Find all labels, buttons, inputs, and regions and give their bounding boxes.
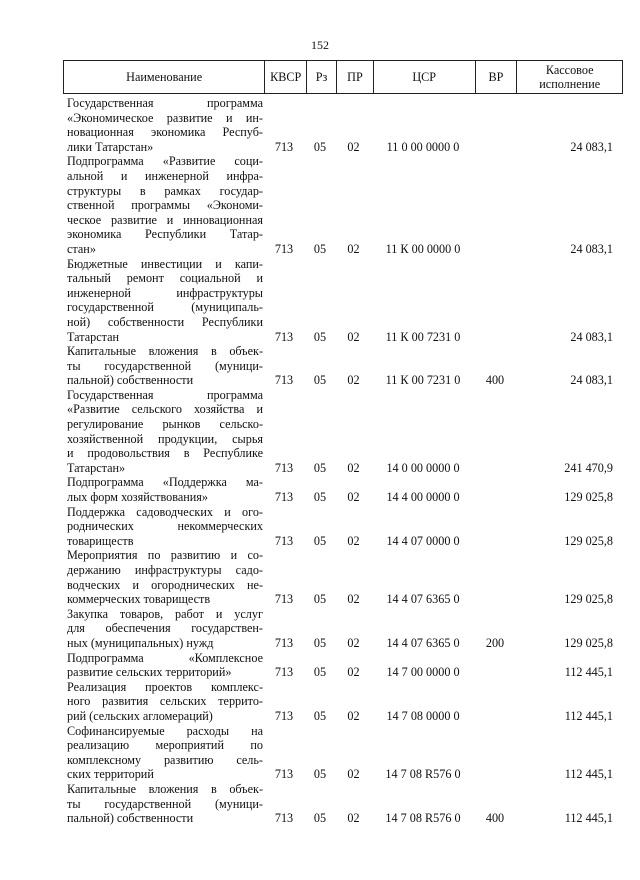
row-pr: 02 bbox=[347, 460, 360, 475]
row-sum: 24 083,1 bbox=[570, 329, 613, 344]
row-csr: 14 7 00 0000 0 bbox=[386, 665, 460, 680]
row-name bbox=[63, 680, 263, 724]
header-sum-line1: Кассовое bbox=[545, 63, 594, 77]
row-name-line: новационная экономика Респуб- bbox=[67, 125, 263, 140]
row-pr: 02 bbox=[347, 708, 360, 723]
row-kvsr: 713 bbox=[274, 708, 294, 723]
row-name-line: товариществ bbox=[67, 533, 134, 548]
row-name-line: ных (муниципальных) нужд bbox=[67, 635, 214, 650]
row-name bbox=[63, 344, 263, 388]
table-row bbox=[63, 680, 623, 724]
row-pr: 02 bbox=[347, 373, 360, 388]
row-name-line: лых форм хозяйствования» bbox=[67, 490, 208, 505]
row-kvsr: 713 bbox=[274, 811, 294, 826]
table-row bbox=[63, 651, 623, 680]
row-sum: 112 445,1 bbox=[564, 811, 613, 826]
row-name bbox=[63, 724, 263, 782]
row-pr: 02 bbox=[347, 241, 360, 256]
row-rz: 05 bbox=[313, 665, 327, 680]
row-csr: 14 7 08 R576 0 bbox=[385, 767, 461, 782]
row-name-line: Татарстан bbox=[67, 329, 120, 344]
row-name-line: Реализация проектов комплекс- bbox=[67, 679, 263, 694]
row-kvsr: 713 bbox=[274, 665, 294, 680]
row-sum: 24 083,1 bbox=[570, 373, 613, 388]
row-name-line: «Развитие сельского хозяйства и bbox=[67, 402, 263, 417]
row-csr: 14 7 08 R576 0 bbox=[385, 811, 461, 826]
row-sum: 129 025,8 bbox=[564, 490, 613, 505]
row-name bbox=[63, 651, 263, 680]
row-pr: 02 bbox=[347, 767, 360, 782]
row-name-line: коммерческих товариществ bbox=[67, 592, 211, 607]
row-name-line: реализацию мероприятий по bbox=[67, 738, 263, 753]
row-name-line: Государственная программа bbox=[67, 387, 263, 402]
row-name-line: ческое развитие и инновационная bbox=[67, 212, 263, 227]
header-kvsr: КВСР bbox=[265, 61, 307, 93]
row-pr: 02 bbox=[347, 635, 360, 650]
row-name-line: комплексному развитию сель- bbox=[67, 752, 263, 767]
row-kvsr: 713 bbox=[274, 241, 294, 256]
row-rz: 05 bbox=[313, 241, 327, 256]
table-row bbox=[63, 782, 623, 826]
row-name bbox=[63, 475, 263, 504]
row-name-line: лики Татарстан» bbox=[67, 139, 154, 154]
row-csr: 14 4 00 0000 0 bbox=[386, 490, 460, 505]
row-rz: 05 bbox=[313, 460, 327, 475]
row-kvsr: 713 bbox=[274, 329, 294, 344]
table-row bbox=[63, 548, 623, 606]
row-name-line: «Экономическое развитие и ин- bbox=[67, 110, 263, 125]
row-name-line: Государственная программа bbox=[67, 96, 263, 110]
table-row bbox=[63, 475, 623, 504]
row-name-line: инженерной инфраструктуры bbox=[67, 285, 263, 300]
row-rz: 05 bbox=[313, 329, 327, 344]
row-sum: 112 445,1 bbox=[564, 767, 613, 782]
row-name-line: рий (сельских агломераций) bbox=[67, 708, 213, 723]
row-rz: 05 bbox=[313, 490, 327, 505]
row-kvsr: 713 bbox=[274, 139, 294, 154]
row-csr: 11 0 00 0000 0 bbox=[386, 139, 460, 154]
row-sum: 112 445,1 bbox=[564, 665, 613, 680]
row-name-line: развитие сельских территорий» bbox=[67, 665, 232, 680]
row-name-line: Капитальные вложения в объек- bbox=[67, 344, 263, 359]
row-csr: 14 4 07 0000 0 bbox=[386, 533, 460, 548]
row-name-line: Татарстан» bbox=[67, 460, 126, 475]
row-name-line: для обеспечения государствен- bbox=[67, 621, 263, 636]
row-name-line: пальной) собственности bbox=[67, 811, 194, 826]
row-rz: 05 bbox=[313, 139, 327, 154]
table-row bbox=[63, 505, 623, 549]
row-name-line: экономика Республики Татар- bbox=[67, 227, 263, 242]
table-row bbox=[63, 96, 623, 154]
row-name-line: ной) собственности Республики bbox=[67, 314, 263, 329]
row-kvsr: 713 bbox=[274, 635, 294, 650]
row-kvsr: 713 bbox=[274, 592, 294, 607]
row-kvsr: 713 bbox=[274, 490, 294, 505]
row-rz: 05 bbox=[313, 767, 327, 782]
row-name-line: Бюджетные инвестиции и капи- bbox=[67, 256, 263, 271]
row-sum: 129 025,8 bbox=[564, 635, 613, 650]
row-name-line: Подпрограмма «Развитие соци- bbox=[67, 154, 263, 169]
row-name-line: Капитальные вложения в объек- bbox=[67, 781, 263, 796]
row-kvsr: 713 bbox=[274, 460, 294, 475]
row-name-line: держанию инфраструктуры садо- bbox=[67, 563, 263, 577]
row-csr: 14 7 08 0000 0 bbox=[386, 708, 460, 723]
page-number: 152 bbox=[311, 38, 329, 52]
table-row bbox=[63, 257, 623, 345]
header-rz: Рз bbox=[307, 61, 337, 93]
row-name-line: Подпрограмма «Комплексное bbox=[67, 650, 263, 665]
row-name bbox=[63, 388, 263, 476]
row-pr: 02 bbox=[347, 811, 360, 826]
row-name-line: ного развития сельских террито- bbox=[67, 694, 263, 709]
row-name-line: Мероприятия по развитию и со- bbox=[67, 548, 263, 563]
row-sum: 129 025,8 bbox=[564, 533, 613, 548]
row-vr: 200 bbox=[485, 635, 505, 650]
row-pr: 02 bbox=[347, 665, 360, 680]
table-row bbox=[63, 154, 623, 256]
table-row bbox=[63, 724, 623, 782]
row-name-line: ты государственной (муници- bbox=[67, 796, 263, 811]
row-name-line: стан» bbox=[67, 241, 96, 256]
row-rz: 05 bbox=[313, 592, 327, 607]
row-pr: 02 bbox=[347, 329, 360, 344]
row-csr: 14 0 00 0000 0 bbox=[386, 460, 460, 475]
row-name bbox=[63, 505, 263, 549]
row-kvsr: 713 bbox=[274, 373, 294, 388]
row-sum: 112 445,1 bbox=[564, 708, 613, 723]
row-name-line: водческих и огороднических не- bbox=[67, 577, 263, 592]
header-vr: ВР bbox=[476, 61, 518, 93]
row-kvsr: 713 bbox=[274, 767, 294, 782]
table-row bbox=[63, 344, 623, 388]
row-name bbox=[63, 548, 263, 606]
row-sum: 24 083,1 bbox=[570, 241, 613, 256]
row-name-line: Софинансируемые расходы на bbox=[67, 723, 263, 738]
row-csr: 11 К 00 7231 0 bbox=[385, 373, 461, 388]
row-sum: 24 083,1 bbox=[570, 139, 613, 154]
row-pr: 02 bbox=[347, 490, 360, 505]
row-name-line: Поддержка садоводческих и ого- bbox=[67, 504, 263, 519]
row-rz: 05 bbox=[313, 811, 327, 826]
row-name-line: тальный ремонт социальной и bbox=[67, 271, 263, 286]
header-sum-line2: исполнение bbox=[539, 77, 601, 91]
row-rz: 05 bbox=[313, 373, 327, 388]
header-csr: ЦСР bbox=[374, 61, 476, 93]
header-name: Наименование bbox=[64, 61, 265, 93]
row-name-line: альной и инженерной инфра- bbox=[67, 168, 263, 183]
row-rz: 05 bbox=[313, 635, 327, 650]
row-name-line: государственной (муниципаль- bbox=[67, 300, 263, 315]
header-pr: ПР bbox=[337, 61, 374, 93]
table-row bbox=[63, 607, 623, 651]
row-csr: 14 4 07 6365 0 bbox=[386, 592, 460, 607]
row-kvsr: 713 bbox=[274, 533, 294, 548]
row-name-line: и продовольствия в Республике bbox=[67, 446, 263, 461]
row-pr: 02 bbox=[347, 533, 360, 548]
row-rz: 05 bbox=[313, 533, 327, 548]
row-name-line: ских территорий bbox=[67, 767, 154, 782]
row-name bbox=[63, 257, 263, 345]
row-name bbox=[63, 607, 263, 651]
row-name-line: ственной программы «Экономи- bbox=[67, 198, 263, 213]
row-sum: 129 025,8 bbox=[564, 592, 613, 607]
row-name-line: ты государственной (муници- bbox=[67, 358, 263, 373]
table-row bbox=[63, 388, 623, 476]
row-vr: 400 bbox=[485, 811, 505, 826]
table-body bbox=[63, 96, 623, 826]
row-name bbox=[63, 154, 263, 256]
row-name-line: роднических некоммерческих bbox=[67, 519, 263, 534]
row-csr: 11 К 00 0000 0 bbox=[385, 241, 461, 256]
row-sum: 241 470,9 bbox=[564, 460, 613, 475]
row-csr: 14 4 07 6365 0 bbox=[386, 635, 460, 650]
row-vr: 400 bbox=[485, 373, 505, 388]
row-name-line: структуры в рамках государ- bbox=[67, 183, 263, 198]
row-name-line: хозяйственной продукции, сырья bbox=[67, 431, 263, 446]
row-name-line: регулирование рынков сельско- bbox=[67, 417, 263, 432]
table-header bbox=[63, 60, 623, 94]
header-sum bbox=[517, 61, 622, 93]
row-name bbox=[63, 782, 263, 826]
row-csr: 11 К 00 7231 0 bbox=[385, 329, 461, 344]
row-name-line: пальной) собственности bbox=[67, 373, 194, 388]
row-rz: 05 bbox=[313, 708, 327, 723]
row-name-line: Закупка товаров, работ и услуг bbox=[67, 606, 263, 621]
row-name bbox=[63, 96, 263, 154]
row-pr: 02 bbox=[347, 592, 360, 607]
row-pr: 02 bbox=[347, 139, 360, 154]
row-name-line: Подпрограмма «Поддержка ма- bbox=[67, 475, 263, 490]
